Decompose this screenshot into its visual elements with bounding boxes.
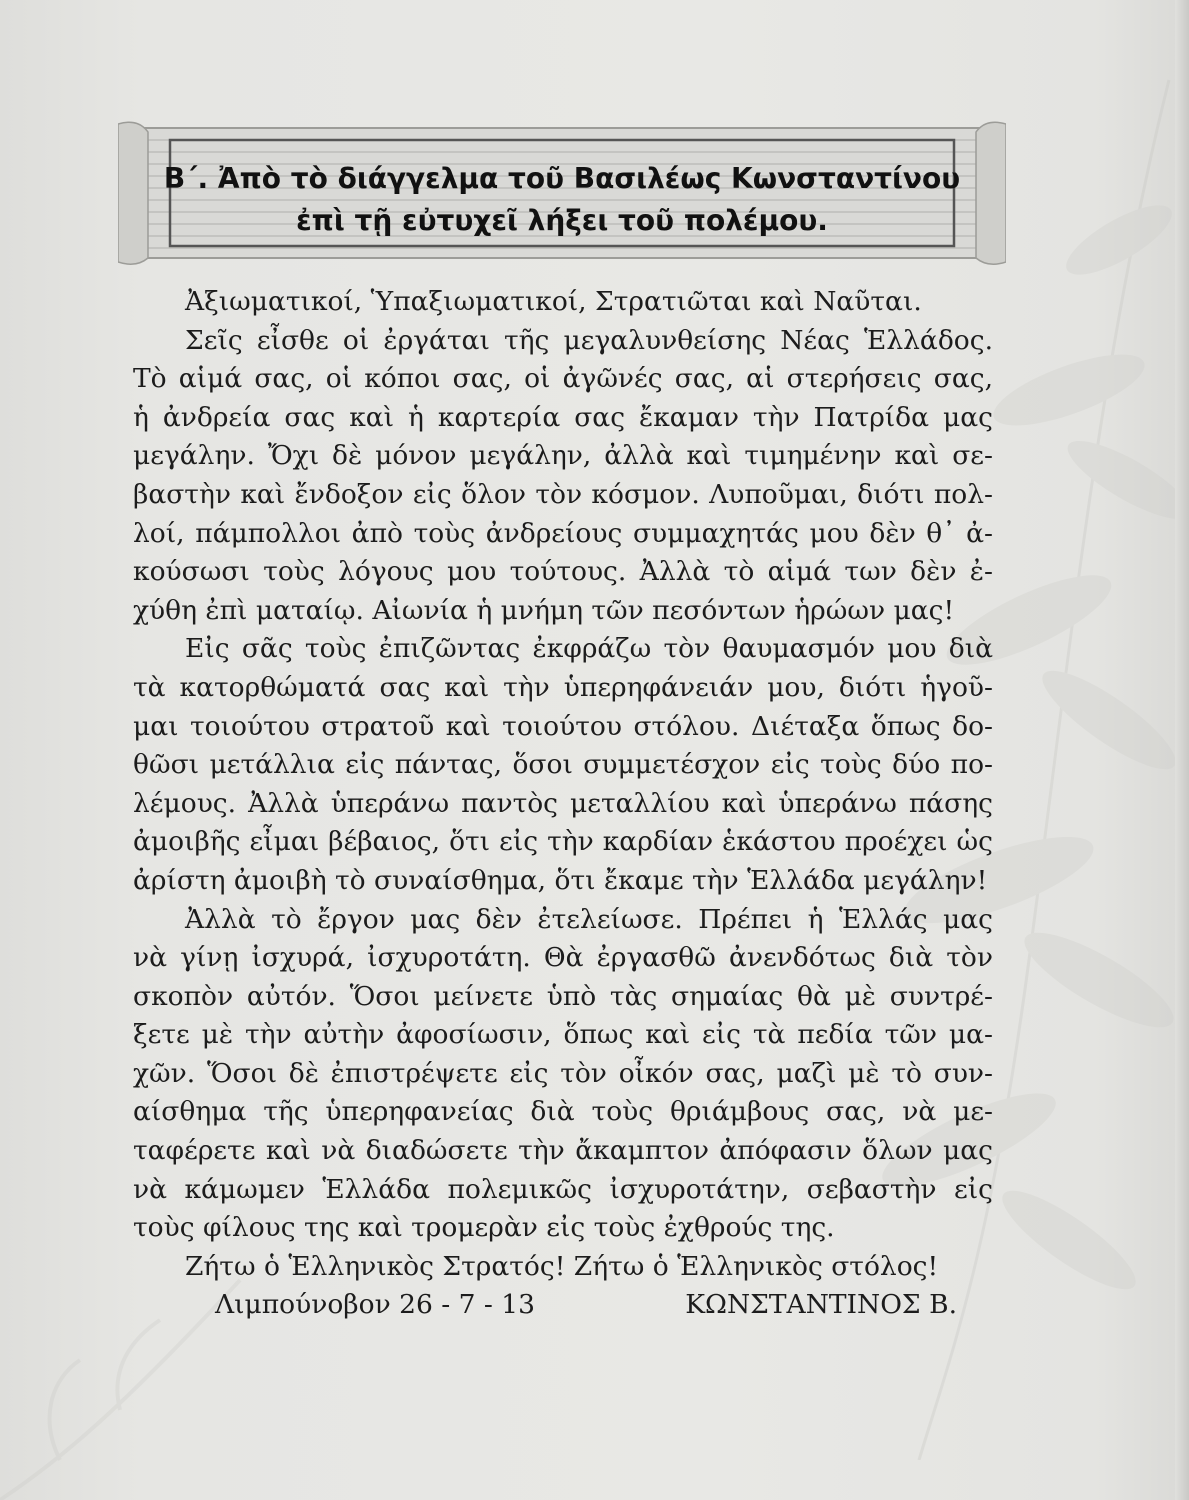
- text-line: νὰ γίνῃ ἰσχυρά, ἰσχυροτάτη. Θὰ ἐργασθῶ ἀνενδότως διὰ τὸν: [133, 942, 993, 974]
- signature: ΚΩΝΣΤΑΝΤΙΝΟΣ Β.: [685, 1289, 957, 1321]
- text-line: ἀμοιβῆς εἶμαι βέβαιος, ὅτι εἰς τὴν καρδίαν ἑκάστου προέχει ὡς: [133, 826, 993, 858]
- text-line: τὰ κατορθώματά σας καὶ τὴν ὑπερηφάνειάν μου, διότι ἡγοῦ-: [133, 671, 993, 703]
- text-line: Σεῖς εἶσθε οἱ ἐργάται τῆς μεγαλυνθείσης Νέας Ἑλλάδος.: [185, 324, 993, 356]
- text-line: κούσωσι τοὺς λόγους μου τούτους. Ἀλλὰ τὸ αἱμά των δὲν ἐ-: [133, 556, 993, 588]
- heading-line-1: Β΄. Ἀπὸ τὸ διάγγελμα τοῦ Βασιλέως Κωνσταντίνου: [163, 162, 961, 195]
- proclamation-text: [133, 283, 993, 1325]
- text-line: λέμους. Ἀλλὰ ὑπεράνω παντὸς μεταλλίου καὶ ὑπεράνω πάσης: [133, 787, 993, 819]
- heading-line-2: ἐπὶ τῇ εὐτυχεῖ λήξει τοῦ πολέμου.: [296, 204, 828, 237]
- text-line: Ἀλλὰ τὸ ἔργον μας δὲν ἐτελείωσε. Πρέπει ἡ Ἑλλάς μας: [185, 903, 993, 935]
- text-line: λοί, πάμπολλοι ἀπὸ τοὺς ἀνδρείους συμμαχητάς μου δὲν θ᾽ ἀ-: [133, 517, 993, 549]
- text-line: χύθη ἐπὶ ματαίῳ. Αἰωνία ἡ μνήμη τῶν πεσόντων ἡρώων μας!: [133, 594, 955, 626]
- text-line: μεγάλην. Ὄχι δὲ μόνον μεγάλην, ἀλλὰ καὶ τιμημένην καὶ σε-: [133, 440, 993, 472]
- text-line: αίσθημα τῆς ὑπερηφανείας διὰ τοὺς θριάμβους σας, νὰ με-: [133, 1096, 993, 1128]
- text-line: ἀρίστη ἀμοιβὴ τὸ συναίσθημα, ὅτι ἔκαμε τὴν Ἑλλάδα μεγάλην!: [133, 864, 988, 896]
- text-line: μαι τοιούτου στρατοῦ καὶ τοιούτου στόλου. Διέταξα ὅπως δο-: [133, 710, 993, 742]
- text-line: Τὸ αἱμά σας, οἱ κόποι σας, οἱ ἀγῶνές σας, αἱ στερήσεις σας,: [133, 363, 993, 395]
- text-line: ταφέρετε καὶ νὰ διαδώσετε τὴν ἄκαμπτον ἀπόφασιν ὅλων μας: [133, 1135, 993, 1167]
- text-line: θῶσι μετάλλια εἰς πάντας, ὅσοι συμμετέσχον εἰς τοὺς δύο πο-: [133, 749, 993, 781]
- text-line: νὰ κάμωμεν Ἑλλάδα πολεμικῶς ἰσχυροτάτην, σεβαστὴν εἰς: [133, 1173, 993, 1205]
- text-line: χῶν. Ὅσοι δὲ ἐπιστρέψετε εἰς τὸν οἶκόν σας, μαζὶ μὲ τὸ συν-: [133, 1057, 993, 1089]
- text-line: ξετε μὲ τὴν αὐτὴν ἀφοσίωσιν, ὅπως καὶ εἰς τὰ πεδία τῶν μα-: [133, 1019, 993, 1051]
- text-line: τοὺς φίλους της καὶ τρομερὰν εἰς τοὺς ἐχθρούς της.: [133, 1212, 835, 1244]
- text-line: Εἰς σᾶς τοὺς ἐπιζῶντας ἐκφράζω τὸν θαυμασμόν μου διὰ: [185, 633, 993, 665]
- text-line: σκοπὸν αὐτόν. Ὅσοι μείνετε ὑπὸ τὰς σημαίας θὰ μὲ συντρέ-: [133, 980, 993, 1012]
- page-edge: [1175, 0, 1189, 1500]
- text-line: βαστὴν καὶ ἔνδοξον εἰς ὅλον τὸν κόσμον. Λυποῦμαι, διότι πολ-: [133, 478, 993, 510]
- place-date: Λιμπούνοβον 26 - 7 - 13: [215, 1289, 536, 1321]
- signoff: [133, 1286, 993, 1325]
- closing-cheer: Ζήτω ὁ Ἑλληνικὸς Στρατός! Ζήτω ὁ Ἑλληνικὸς στόλος!: [185, 1250, 939, 1282]
- heading-banner: [118, 118, 1006, 268]
- text-line: Ἀξιωματικοί, Ὑπαξιωματικοί, Στρατιῶται καὶ Ναῦται.: [185, 286, 922, 317]
- text-line: ἡ ἀνδρεία σας καὶ ἡ καρτερία σας ἔκαμαν τὴν Πατρίδα μας: [133, 401, 993, 433]
